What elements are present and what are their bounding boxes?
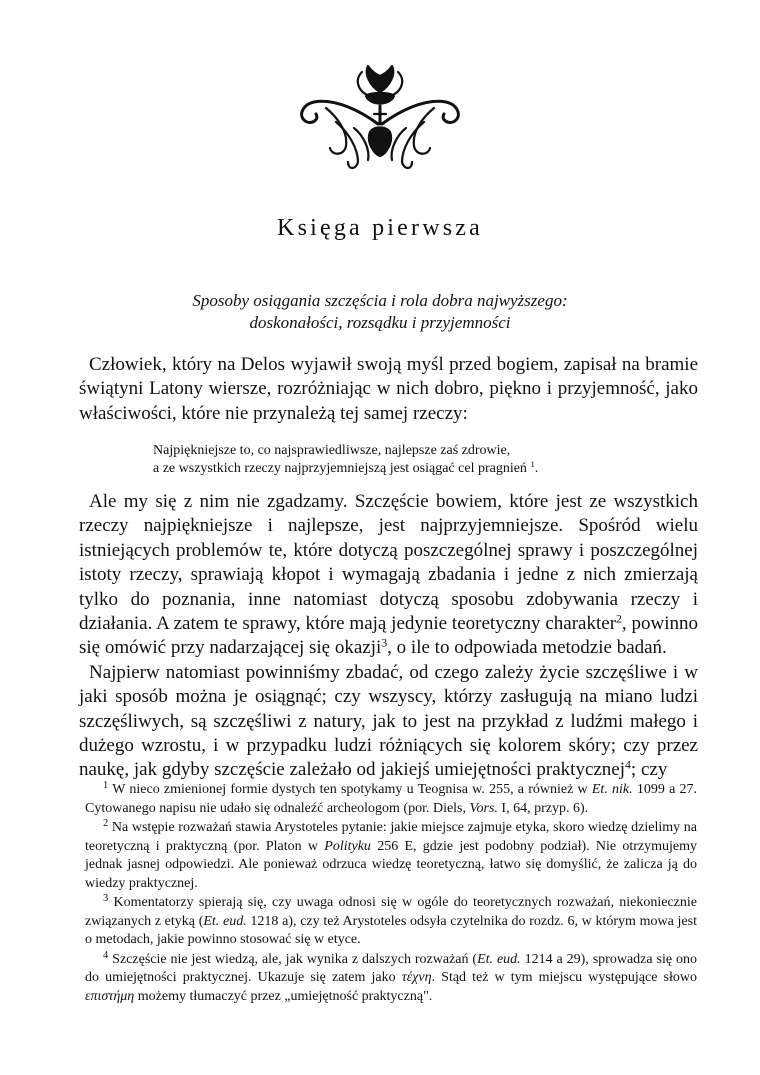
floral-fleuron-icon <box>296 62 464 174</box>
verse-quote <box>153 442 538 478</box>
footnote-ref-2[interactable]: 2 <box>616 612 622 626</box>
footnote-ref-1[interactable]: 1 <box>530 459 535 470</box>
chapter-subtitle <box>0 290 760 334</box>
paragraph-2: Ale my się z nim nie zgadzamy. Szczęście bowiem, które jest ze wszystkich rzeczy najpiękniejsze i najlepsze, jest najprzyjemniejsze. Spośród wielu istniejących problemów te, które dotyczą poszczególnej sprawy i poszczególnej istoty rzeczy, sprawiają kłopot i wymagają zbadania i jedne z nich zmierzają tylko do poznania, inne natomiast dotyczą sposobu zdobywania rzeczy i działania. A zatem te sprawy, które mają jedynie teoretyczny charakter$^2$, powinno się omówić przy nadarzającej się okazji$^3$, o ile to odpowiada metodzie badań. <box>79 491 698 659</box>
main-text <box>79 490 698 783</box>
footnote-3: $^3$ Komentatorzy spierają się, czy uwaga odnosi się w ogóle do teoretycznych rozważań, niekoniecznie związanych z etyką (Et. eud. 1218 a), czy też Arystoteles odsyła czytelnika do rozdz. 6, w którym mowa jest o metodach, jakie powinno stosować się w etyce. <box>85 892 697 947</box>
subtitle-line-1: Sposoby osiągania szczęścia i rola dobra najwyższego: <box>192 291 568 310</box>
footnotes-section <box>85 781 697 1007</box>
subtitle-line-2: doskonałości, rozsądku i przyjemności <box>249 313 511 332</box>
footnote-1: $^1$ W nieco zmienionej formie dystych ten spotykamy u Teognisa w. 255, a również w Et. nik. 1099 a 27. Cytowanego napisu nie udało się odnaleźć archeologom (por. Diels, Vors. I, 64, przyp. 6). <box>85 779 698 816</box>
footnote-ref-3[interactable]: 3 <box>381 636 388 650</box>
footnote-ref-4[interactable]: 4 <box>625 759 631 772</box>
paragraph-3: Najpierw natomiast powinniśmy zbadać, od czego zależy życie szczęśliwe i w jaki sposób można je osiągnąć; czy wszyscy, którzy zasługują na miano ludzi szczęśliwych, są szczęśliwi z natury, jak to jest na przykład z ludźmi małego i dużego wzrostu, i w przypadku ludzi różniących się kolorem skóry; czy przez naukę, jak gdyby szczęście zależało od jakiejś umiejętności praktycznej$^4$; czy <box>79 661 698 781</box>
verse-line-2: a ze wszystkich rzeczy najprzyjemniejszą jest osiągać cel pragnień $^1$. <box>153 459 539 476</box>
verse-line-1: Najpiękniejsze to, co najsprawiedliwsze, najlepsze zaś zdrowie, <box>153 443 511 458</box>
chapter-title: Księga pierwsza <box>277 215 483 241</box>
paragraph-1 <box>79 353 698 426</box>
footnote-4: $^4$ Szczęście nie jest wiedzą, ale, jak wynika z dalszych rozważań (Et. eud. 1214 a 29), sprowadza się ono do umiejętności praktycznej. Ukazuje się zatem jako τέχνη. Stąd też w tym miejscu występujące słowo επιστήμη możemy tłumaczyć przez „umiejętność praktyczną". <box>85 949 697 1004</box>
footnote-2: $^2$ Na wstępie rozważań stawia Arystoteles pytanie: jakie miejsce zajmuje etyka, skoro wiedzę dzielimy na teoretyczną i praktyczną (por. Platon w Polityku 256 E, gdzie jest podobny podział). Nie otrzymujemy jednak jasnej odpowiedzi. Ale ponieważ odrzuca wiedzę teoretyczną, łatwo się domyślić, że zalicza ją do wiedzy praktycznej. <box>85 817 698 891</box>
paragraph-1-text: Człowiek, który na Delos wyjawił swoją myśl przed bogiem, zapisał na bramie świątyni Latony wiersze, rozróżniając w nich dobro, piękno i przyjemność, jako właściwości, które nie przynależą tej samej rzeczy: <box>79 354 698 424</box>
